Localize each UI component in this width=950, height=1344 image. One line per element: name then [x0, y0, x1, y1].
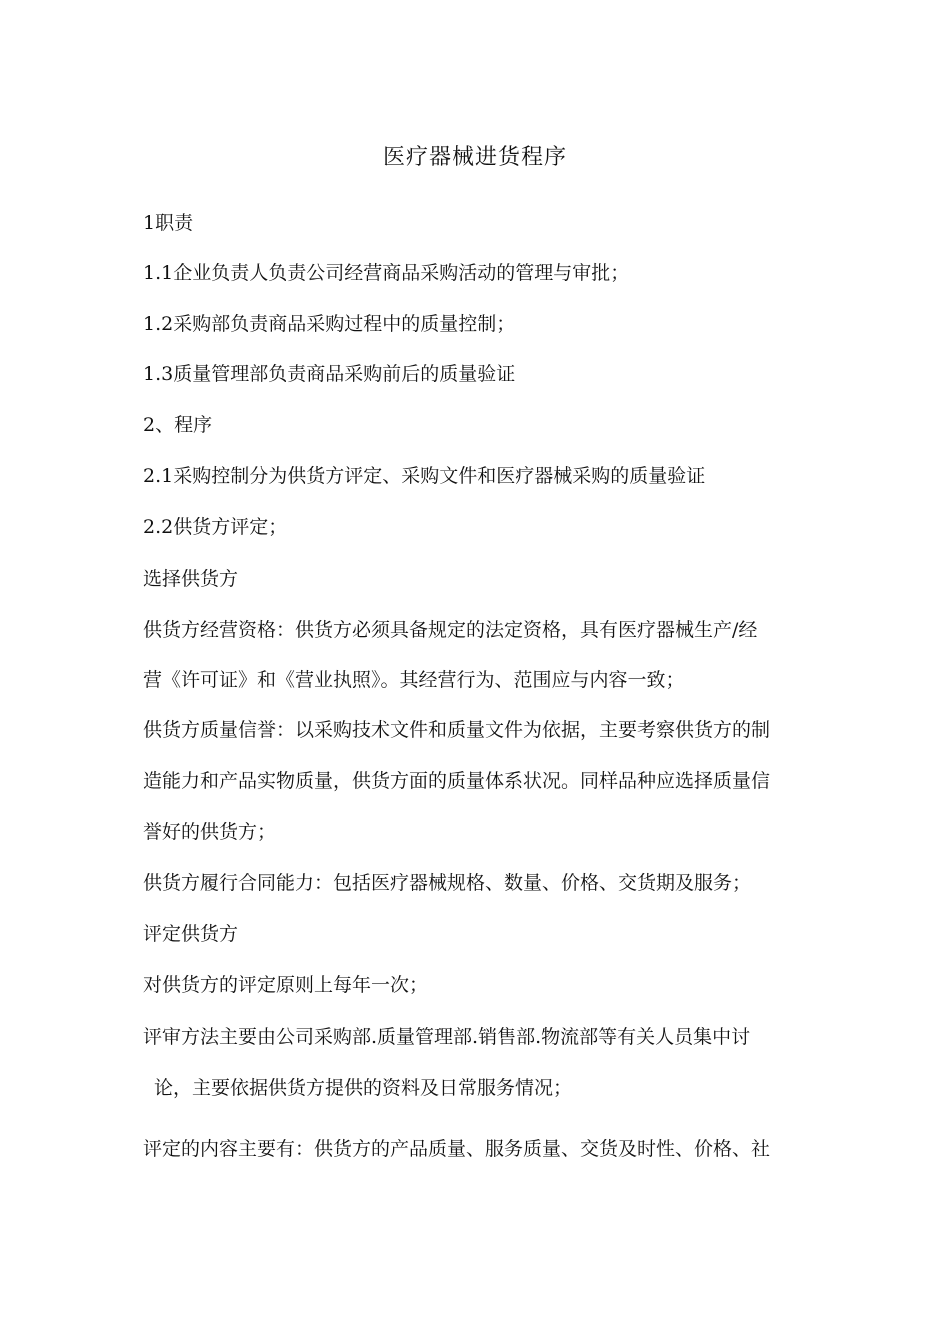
paragraph-line: 2.2供货方评定；: [143, 516, 288, 538]
section-heading-procedure: 2、程序: [143, 414, 213, 436]
paragraph-line: 供货方履行合同能力：包括医疗器械规格、数量、价格、交货期及服务；: [143, 872, 752, 894]
document-title: 医疗器械进货程序: [382, 145, 567, 170]
paragraph-line: 1.3质量管理部负责商品采购前后的质量验证: [143, 363, 516, 385]
paragraph-line: 论，主要依据供货方提供的资料及日常服务情况；: [154, 1077, 573, 1099]
paragraph-line: 誉好的供货方；: [143, 821, 277, 843]
paragraph-line: 对供货方的评定原则上每年一次；: [143, 974, 429, 996]
subheading-select-supplier: 选择供货方: [143, 568, 239, 590]
paragraph-line: 1.2采购部负责商品采购过程中的质量控制；: [143, 313, 516, 335]
paragraph-line: 营《许可证》和《营业执照》。其经营行为、范围应与内容一致；: [143, 669, 685, 691]
paragraph-line: 供货方质量信誉：以采购技术文件和质量文件为依据，主要考察供货方的制: [143, 719, 771, 741]
subheading-evaluate-supplier: 评定供货方: [143, 923, 239, 945]
paragraph-line: 造能力和产品实物质量，供货方面的质量体系状况。同样品种应选择质量信: [143, 770, 771, 792]
paragraph-line: 供货方经营资格：供货方必须具备规定的法定资格，具有医疗器械生产/经: [143, 619, 758, 641]
paragraph-line: 评审方法主要由公司采购部.质量管理部.销售部.物流部等有关人员集中讨: [143, 1026, 751, 1048]
paragraph-line: 2.1采购控制分为供货方评定、采购文件和医疗器械采购的质量验证: [143, 465, 706, 487]
section-heading-duties: 1职责: [143, 212, 194, 234]
paragraph-line: 评定的内容主要有：供货方的产品质量、服务质量、交货及时性、价格、社: [143, 1138, 771, 1160]
paragraph-line: 1.1企业负责人负责公司经营商品采购活动的管理与审批；: [143, 262, 630, 284]
